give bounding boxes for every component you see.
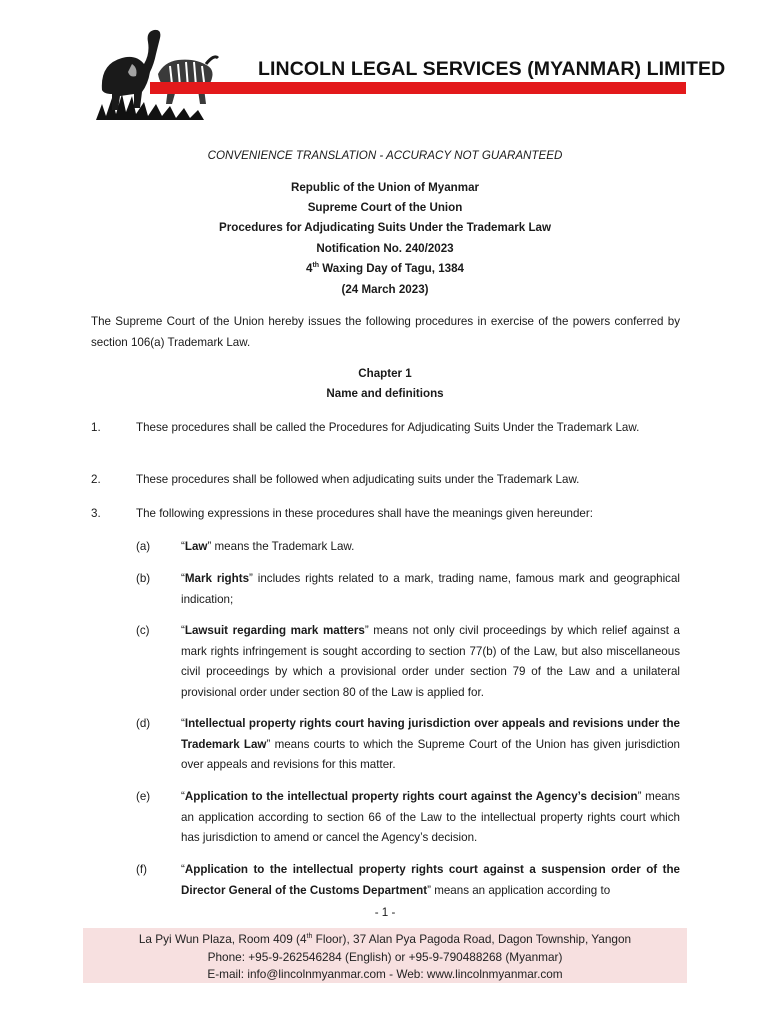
item-text: The following expressions in these procedures shall have the meanings given hereunder: [136, 507, 593, 520]
heading-court: Supreme Court of the Union [307, 201, 463, 214]
definition-body: ” means an application according to section 66 of the Law to the intellectual property rights court which has jurisdiction to amend or cancel the Agency’s decision. [181, 790, 680, 844]
item-number: 3. [91, 507, 101, 520]
firm-name: LINCOLN LEGAL SERVICES (MYANMAR) LIMITED [258, 58, 726, 80]
quote-open: “ [181, 572, 185, 585]
definition-letter: (a) [136, 540, 151, 553]
definition-text [181, 714, 680, 776]
footer-phone: Phone: +95-9-262546284 (English) or +95-9-790488268 (Myanmar) [207, 949, 563, 964]
definition-letter: (e) [136, 790, 151, 803]
item-number: 1. [91, 421, 101, 434]
chapter-title: Chapter 1 [358, 367, 412, 380]
definition-body: ” includes rights related to a mark, trading name, famous mark and geographical indication; [181, 572, 680, 606]
quote-open: “ [181, 790, 185, 803]
firm-logo [92, 24, 220, 124]
definition-body: ” means not only civil proceedings by which relief against a mark rights infringement is sought according to section 77(b) of the Law, but also miscellaneous civil proceedings by which a provisional order under section 79 of the Law and a unilateral provisional order under section 80 of the Law is applied for. [181, 624, 680, 699]
footer-floor-suffix: th [306, 933, 313, 941]
definition-term: Lawsuit regarding mark matters [184, 624, 365, 637]
heading-date [0, 262, 770, 275]
item-text: These procedures shall be called the Procedures for Adjudicating Suits Under the Trademark Law. [136, 421, 640, 434]
definition-term: Mark rights [184, 572, 250, 585]
definition-text [181, 569, 680, 610]
quote-open: “ [181, 540, 185, 553]
definition-term: Application to the intellectual property rights court against the Agency’s decision [184, 790, 638, 803]
definition-text [181, 787, 680, 849]
item-number: 2. [91, 473, 101, 486]
definition-text [181, 860, 680, 901]
footer-contact [83, 928, 687, 983]
quote-open: “ [181, 717, 185, 730]
heading-notification: Notification No. 240/2023 [316, 242, 454, 255]
footer-address-start: La Pyi Wun Plaza, Room 409 (4 [138, 932, 307, 946]
definition-letter: (d) [136, 717, 151, 730]
footer-address [83, 931, 687, 949]
heading-date-day: 4 [305, 262, 313, 275]
definition-letter: (f) [136, 863, 147, 876]
definition-body: ” means courts to which the Supreme Court of the Union has given jurisdiction over appeals and revisions for this matter. [181, 737, 680, 771]
item-text: These procedures shall be followed when adjudicating suits under the Trademark Law. [136, 473, 580, 486]
heading-title: Procedures for Adjudicating Suits Under the Trademark Law [219, 221, 551, 234]
definition-letter: (c) [136, 624, 150, 637]
heading-country: Republic of the Union of Myanmar [290, 181, 480, 194]
definition-term: Application to the intellectual property rights court against a suspension order of the Director General of the Customs Department [181, 863, 680, 897]
definition-letter: (b) [136, 572, 151, 585]
definition-body: ” means the Trademark Law. [207, 540, 355, 553]
footer-address-end: Floor), 37 Alan Pya Pagoda Road, Dagon Township, Yangon [312, 932, 632, 946]
heading-gregorian-date: (24 March 2023) [341, 283, 429, 296]
heading-date-suffix: th [312, 262, 320, 270]
quote-open: “ [181, 863, 185, 876]
definition-text [181, 621, 680, 703]
page-number: - 1 - [374, 906, 396, 919]
definition-text [181, 537, 680, 558]
quote-open: “ [181, 624, 185, 637]
intro-paragraph: The Supreme Court of the Union hereby issues the following procedures in exercise of the powers conferred by section 106(a) Trademark Law. [91, 315, 680, 349]
definition-term: Intellectual property rights court having jurisdiction over appeals and revisions under the Trademark Law [181, 717, 680, 751]
heading-date-rest: Waxing Day of Tagu, 1384 [319, 262, 465, 275]
translation-disclaimer: CONVENIENCE TRANSLATION - ACCURACY NOT GUARANTEED [207, 149, 563, 162]
definition-body: ” means an application according to [427, 883, 611, 897]
chapter-subtitle: Name and definitions [326, 387, 444, 400]
definition-term: Law [184, 540, 208, 553]
header-rule [150, 82, 686, 94]
footer-email-web: E-mail: info@lincolnmyanmar.com - Web: www.lincolnmyanmar.com [207, 967, 563, 981]
